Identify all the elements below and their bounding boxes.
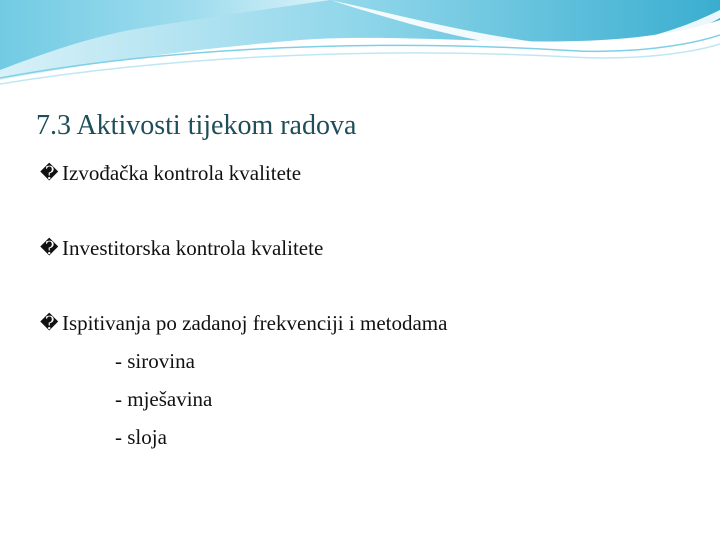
- bullet-item: [40, 233, 323, 263]
- bullet-text: Investitorska kontrola kvalitete: [62, 235, 324, 260]
- bullet-item: [40, 308, 447, 338]
- bullet-text: Ispitivanja po zadanoj frekvenciji i metodama: [62, 310, 448, 335]
- slide-title: 7.3 Aktivosti tijekom radova: [36, 110, 357, 141]
- bullet-text: Izvođačka kontrola kvalitete: [62, 160, 302, 185]
- bullet-icon: �: [40, 312, 59, 333]
- sub-item-list: [115, 342, 212, 456]
- sub-item: - sloja: [115, 425, 167, 449]
- bullet-item: [40, 158, 301, 188]
- bullet-icon: �: [40, 162, 59, 183]
- sub-item: - mješavina: [115, 387, 213, 411]
- sub-item: - sirovina: [115, 349, 195, 373]
- bullet-icon: �: [40, 237, 59, 258]
- decorative-wave-banner: [0, 0, 720, 90]
